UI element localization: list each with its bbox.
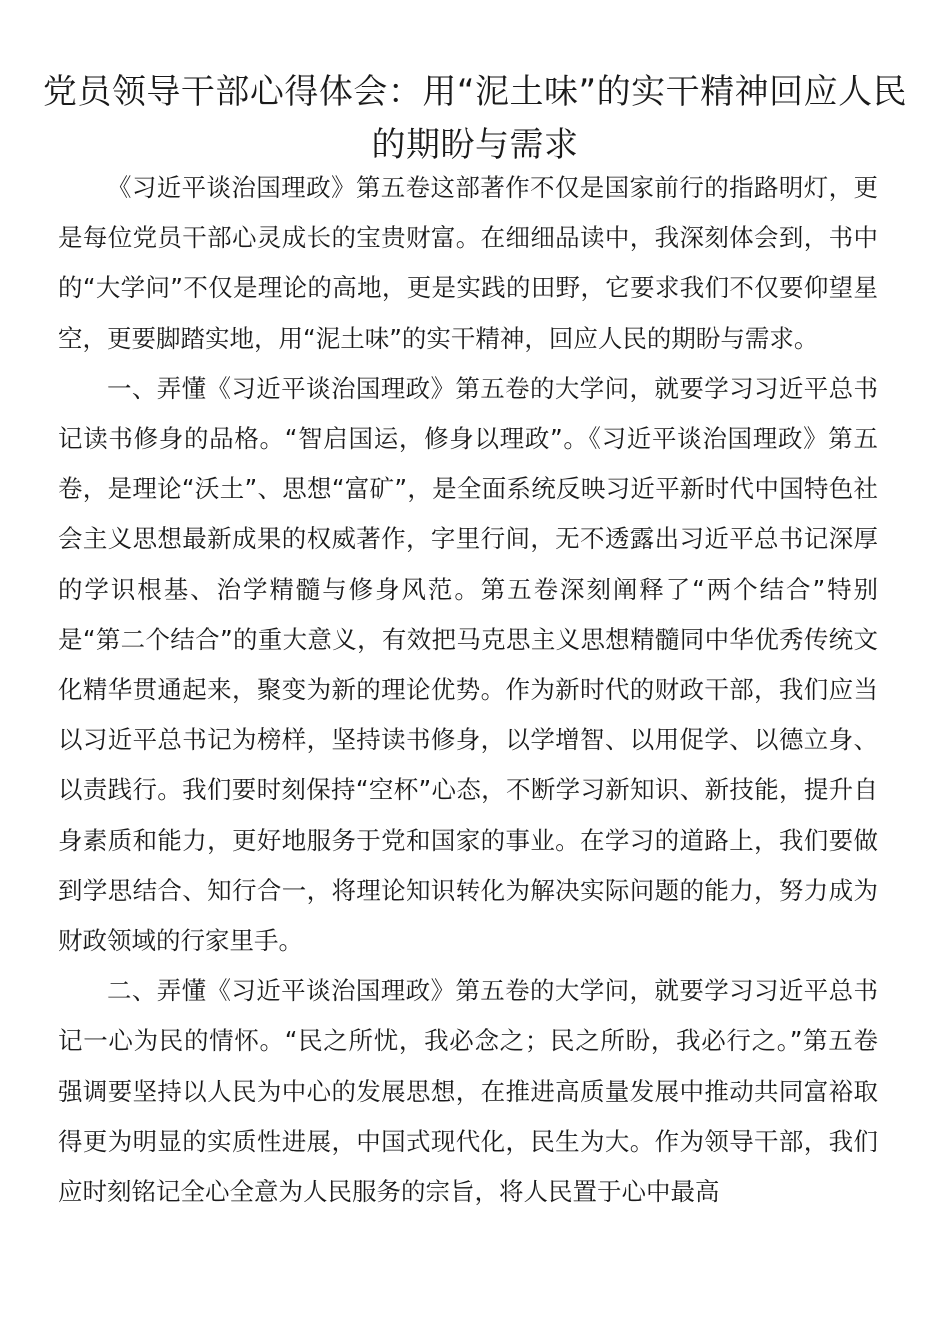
document-body (58, 163, 878, 1217)
section-two-paragraph: 二、弄懂《习近平谈治国理政》第五卷的大学问，就要学习习近平总书记一心为民的情怀。“民之所忧，我必念之；民之所盼，我必行之。”第五卷强调要坚持以人民为中心的发展思想，在推进高质量发展中推动共同富裕取得更为明显的实质性进展，中国式现代化，民生为大。作为领导干部，我们应时刻铭记全心全意为人民服务的宗旨，将人民置于心中最高 (58, 976, 878, 1207)
document-title: 党员领导干部心得体会：用“泥土味”的实干精神回应人民的期盼与需求 (42, 72, 908, 165)
intro-paragraph: 《习近平谈治国理政》第五卷这部著作不仅是国家前行的指路明灯，更是每位党员干部心灵成长的宝贵财富。在细细品读中，我深刻体会到，书中的“大学问”不仅是理论的高地，更是实践的田野，它要求我们不仅要仰望星空，更要脚踏实地，用“泥土味”的实干精神，回应人民的期盼与需求。 (58, 173, 878, 353)
section-one-paragraph: 一、弄懂《习近平谈治国理政》第五卷的大学问，就要学习习近平总书记读书修身的品格。“智启国运，修身以理政”。《习近平谈治国理政》第五卷，是理论“沃土”、思想“富矿”，是全面系统反映习近平新时代中国特色社会主义思想最新成果的权威著作，字里行间，无不透露出习近平总书记深厚的学识根基、治学精髓与修身风范。第五卷深刻阐释了“两个结合”特别是“第二个结合”的重大意义，有效把马克思主义思想精髓同中华优秀传统文化精华贯通起来，聚变为新的理论优势。作为新时代的财政干部，我们应当以习近平总书记为榜样，坚持读书修身，以学增智、以用促学、以德立身、以责践行。我们要时刻保持“空杯”心态，不断学习新知识、新技能，提升自身素质和能力，更好地服务于党和国家的事业。在学习的道路上，我们要做到学思结合、知行合一，将理论知识转化为解决实际问题的能力，努力成为财政领域的行家里手。 (58, 373, 878, 956)
